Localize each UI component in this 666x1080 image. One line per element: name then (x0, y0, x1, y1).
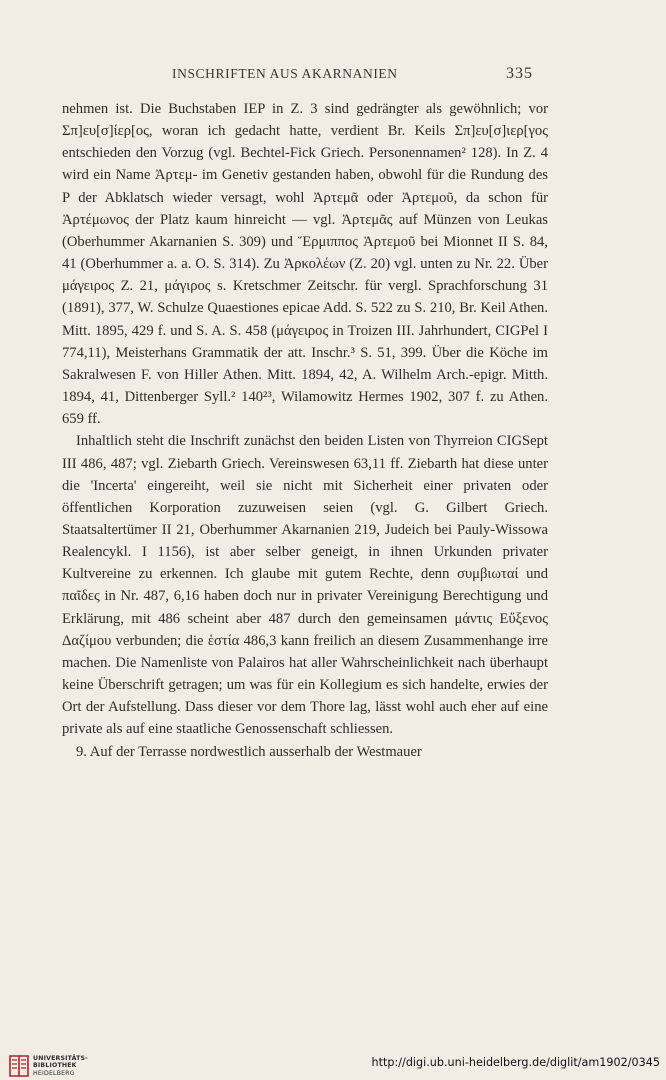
paragraph-1: nehmen ist. Die Buchstaben IEP in Z. 3 sind gedrängter als gewöhnlich; vor Σπ]ευ[σ]ίερ[ος, woran ich gedacht hatte, verdient Br. Keils Σπ]ευ[σ]ιερ[γος entschieden den Vorzug (vgl. Bechtel-Fick Griech. Personennamen² 128). In Z. 4 wird ein Name Ἀρτεμ- im Genetiv gestanden haben, obwohl für die Rundung des P der Abklatsch wieder versagt, wohl Ἀρτεμᾶ oder Ἀρτεμοῦ, da schon für Ἀρτέμωνος der Platz kaum hinreicht — vgl. Ἀρτεμᾶς auf Münzen von Leukas (Oberhummer Akarnanien S. 309) und Ἕρμιππος Ἀρτεμοῦ bei Mionnet II S. 84, 41 (Oberhummer a. a. O. S. 314). Zu Ἀρκολέων (Z. 20) vgl. unten zu Nr. 22. Über μάγειρος Z. 21, μάγιρος s. Kretschmer Zeitschr. für vergl. Sprachforschung 31 (1891), 377, W. Schulze Quaestiones epicae Add. S. 522 zu S. 210, Br. Keil Athen. Mitt. 1895, 429 f. und S. A. S. 458 (μάγειρος in Troizen III. Jahrhundert, CIGPel I 774,11), Meisterhans Grammatik der att. Inschr.³ S. 51, 399. Über die Köche im Sakralwesen F. von Hiller Athen. Mitt. 1894, 42, A. Wilhelm Arch.-epigr. Mitth. 1894, 41, Dittenberger Syll.² 140²³, Wilamowitz Hermes 1902, 307 f. zu Athen. 659 ff. (62, 101, 548, 428)
paragraph-3: 9. Auf der Terrasse nordwestlich ausserhalb der Westmauer (76, 743, 422, 760)
library-logo-icon (8, 1054, 30, 1078)
logo-line-1: UNIVERSITÄTS- (33, 1055, 88, 1062)
body-text (62, 98, 548, 763)
paragraph-2: Inhaltlich steht die Inschrift zunächst den beiden Listen von Thyrreion CIGSept III 486, 487; vgl. Ziebarth Griech. Vereinswesen 63,11 ff. Ziebarth hat diese unter die 'Incerta' eingereiht, weil sie nicht mit Sicherheit einer privaten oder öffentlichen Korporation zuzuweisen seien (vgl. G. Gilbert Griech. Staatsaltertümer II 21, Oberhummer Akarnanien 219, Judeich bei Pauly-Wissowa Realencykl. I 1156), ist aber selber geneigt, in ihnen Urkunden privater Kultvereine zu erkennen. Ich glaube mit gutem Rechte, denn συμβιωταί und παῖδες in Nr. 487, 6,16 haben doch nur in privater Vereinigung Berechtigung und Erklärung, mit 486 scheint aber 487 durch den gemeinsamen μάντις Εὔξενος Δαζίμου verbunden; die ἑστία 486,3 kann freilich an diesem Zusammenhange irre machen. Die Namenliste von Palairos hat aller Wahrscheinlichkeit nach überhaupt keine Überschrift getragen; um was für ein Kollegium es sich handelte, erwies der Ort der Aufstellung. Dass dieser vor dem Thore lag, lässt wohl auch eher auf eine private als auf eine staatliche Genossenschaft schliessen. (62, 433, 548, 738)
permalink-url[interactable]: http://digi.ub.uni-heidelberg.de/diglit/am1902/0345 (371, 1056, 660, 1069)
library-logo[interactable] (8, 1054, 120, 1080)
digitization-footer (0, 1050, 666, 1079)
running-title: INSCHRIFTEN AUS AKARNANIEN (172, 66, 398, 81)
logo-line-2: BIBLIOTHEK (33, 1062, 77, 1070)
page-number: 335 (506, 65, 533, 82)
logo-line-3: HEIDELBERG (33, 1069, 75, 1077)
library-logo-text (33, 1055, 88, 1077)
